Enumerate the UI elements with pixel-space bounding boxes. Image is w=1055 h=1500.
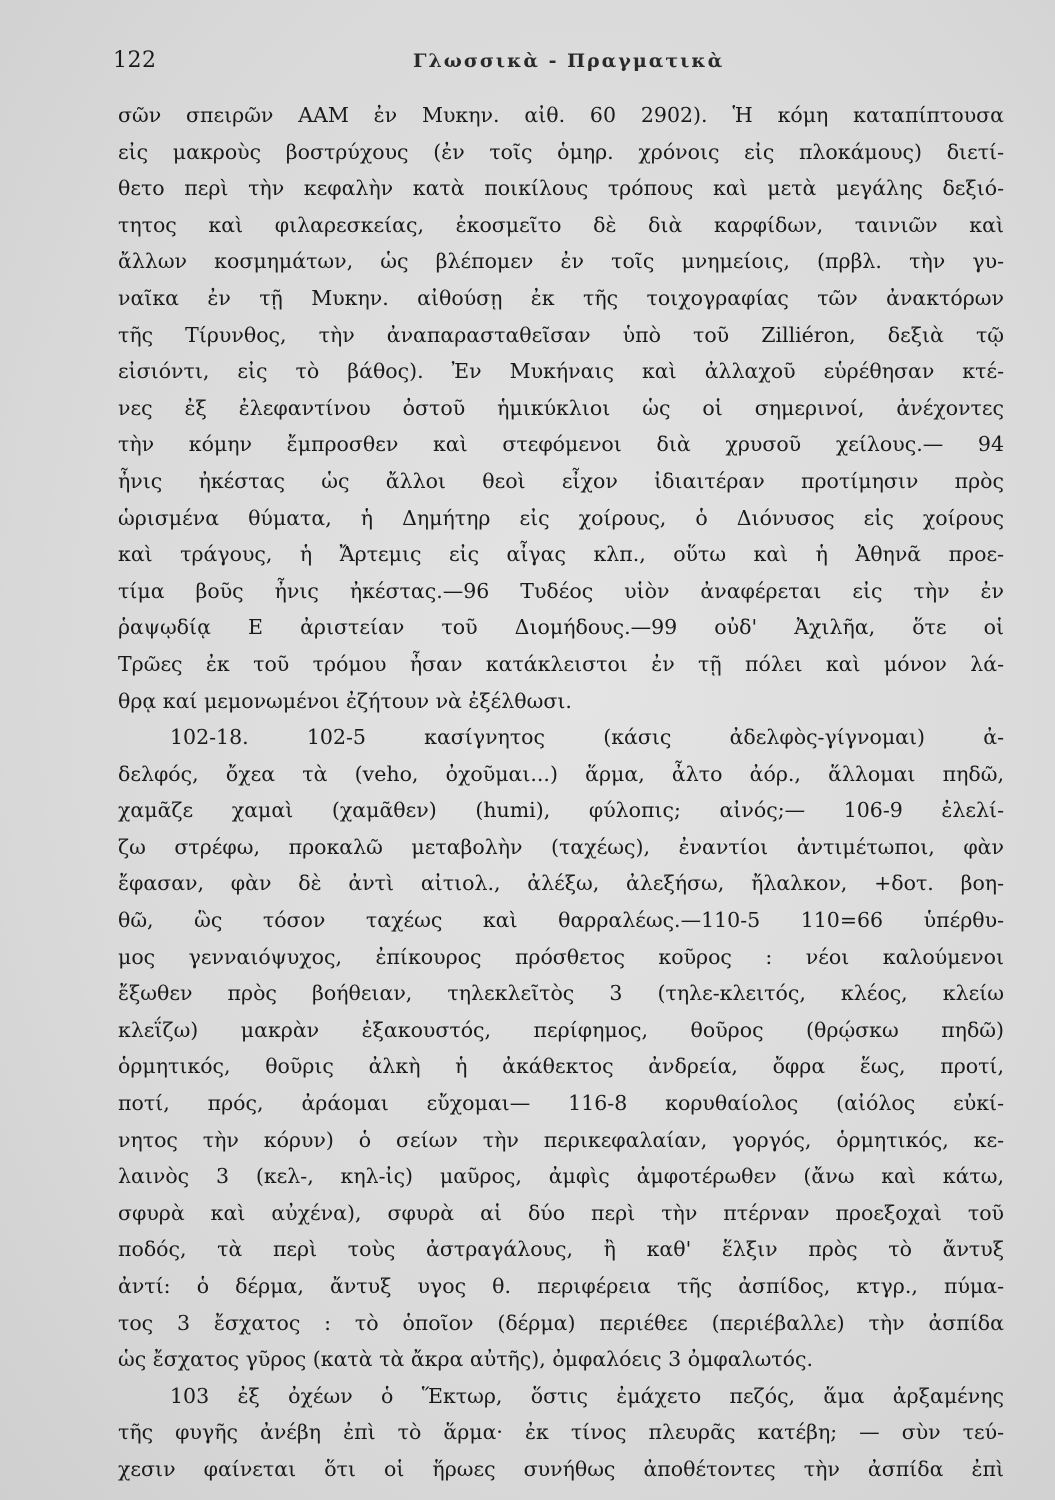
text-line: ὁρμητικός, θοῦρις ἀλκὴ ἡ ἀκάθεκτος ἀνδρεία, ὄφρα ἕως, προτί, [118, 1054, 1004, 1079]
text-line: θετο περὶ τὴν κεφαλὴν κατὰ ποικίλους τρόπους καὶ μετὰ μεγάλης δεξιό- [118, 176, 1004, 201]
text-line: χεσιν φαίνεται ὅτι οἱ ἥρωες συνήθως ἀποθέτοντες τὴν ἀσπίδα ἐπὶ [118, 1456, 1004, 1481]
text-line: ποδός, τὰ περὶ τοὺς ἀστραγάλους, ἢ καθ' ἕλξιν πρὸς τὸ ἄντυξ [118, 1237, 1004, 1262]
text-line: ἀντί: ὁ δέρμα, ἄντυξ υγος θ. περιφέρεια τῆς ἀσπίδος, κτγρ., πύμα- [118, 1274, 1004, 1298]
text-line: λαινὸς 3 (κελ-, κηλ-ἰς) μαῦρος, ἀμφὶς ἀμφοτέρωθεν (ἄνω καὶ κάτω, [118, 1164, 1004, 1189]
commentary-text [118, 97, 1004, 1488]
text-line: εἰς μακροὺς βοστρύχους (ἐν τοῖς ὁμηρ. χρόνοις εἰς πλοκάμους) διετί- [118, 139, 1004, 164]
text-line: θρᾳ καί μεμονωμένοι ἐζήτουν νὰ ἐξέλθωσι. [118, 688, 572, 713]
text-line: ὡρισμένα θύματα, ἡ Δημήτηρ εἰς χοίρους, ὁ Διόνυσος εἰς χοίρους [118, 505, 1004, 530]
text-line: ῥαψῳδίᾳ Ε ἀριστείαν τοῦ Διομήδους.—99 οὐδ' Ἀχιλῆα, ὅτε οἱ [118, 615, 1004, 640]
text-line: τὴν κόμην ἔμπροσθεν καὶ στεφόμενοι διὰ χρυσοῦ χείλους.— 94 [118, 432, 1004, 457]
text-line: 103 ἐξ ὀχέων ὁ Ἕκτωρ, ὅστις ἐμάχετο πεζός, ἅμα ἀρξαμένης [170, 1383, 1004, 1408]
text-line: ναῖκα ἐν τῇ Μυκην. αἰθούσῃ ἐκ τῆς τοιχογραφίας τῶν ἀνακτόρων [118, 285, 1004, 310]
text-line: ἔξωθεν πρὸς βοήθειαν, τηλεκλεῖτὸς 3 (τηλε-κλειτός, κλέος, κλείω [118, 981, 1004, 1006]
text-line: νες ἐξ ἐλεφαντίνου ὀστοῦ ἡμικύκλιοι ὡς οἱ σημερινοί, ἀνέχοντες [118, 395, 1004, 420]
text-line: σῶν σπειρῶν AAM ἐν Μυκην. αἰθ. 60 2902). Ἡ κόμη καταπίπτουσα [118, 103, 1004, 127]
text-line: ἔφασαν, φὰν δὲ ἀντὶ αἰτιολ., ἀλέξω, ἀλεξήσω, ἤλαλκον, +δοτ. βοη- [118, 871, 1004, 896]
text-line: ἄλλων κοσμημάτων, ὡς βλέπομεν ἐν τοῖς μνημείοις, (πρβλ. τὴν γυ- [118, 249, 1004, 274]
text-line: δελφός, ὄχεα τὰ (veho, ὀχοῦμαι...) ἅρμα, ἆλτο ἀόρ., ἅλλομαι πηδῶ, [118, 761, 1004, 786]
page-number: 122 [113, 48, 157, 73]
text-line: καὶ τράγους, ἡ Ἄρτεμις εἰς αἶγας κλπ., οὕτω καὶ ἡ Ἀθηνᾶ προε- [118, 542, 1004, 567]
text-line: κλεΐζω) μακρὰν ἐξακουστός, περίφημος, θοῦρος (θρῴσκω πηδῶ) [118, 1017, 1004, 1042]
section-heading-line: 102-18. 102-5 κασίγνητος (κάσις ἀδελφὸς-γίγνομαι) ἀ- [170, 725, 1004, 750]
text-line: τος 3 ἔσχατος : τὸ ὁποῖον (δέρμα) περιέθεε (περιέβαλλε) τὴν ἀσπίδα [118, 1310, 1004, 1335]
text-line: τῆς Τίρυνθος, τὴν ἀναπαρασταθεῖσαν ὑπὸ τοῦ Zilliéron, δεξιὰ τῷ [118, 322, 1004, 347]
text-line: εἰσιόντι, εἰς τὸ βάθος). Ἐν Μυκήναις καὶ ἀλλαχοῦ εὑρέθησαν κτέ- [118, 359, 1004, 384]
page-header [113, 44, 1003, 78]
text-line: ἦνις ἠκέστας ὡς ἄλλοι θεοὶ εἶχον ἰδιαιτέραν προτίμησιν πρὸς [118, 468, 1004, 493]
text-line: χαμᾶζε χαμαὶ (χαμᾶθεν) (humi), φύλοπις; αἰνός;— 106-9 ἐλελί- [118, 798, 1004, 823]
running-title: Γλωσσικὰ - Πραγματικὰ [413, 50, 725, 72]
text-line: ζω στρέφω, προκαλῶ μεταβολὴν (ταχέως), ἐναντίοι ἀντιμέτωποι, φὰν [118, 834, 1004, 859]
text-line: ποτί, πρός, ἀράομαι εὔχομαι— 116-8 κορυθαίολος (αἰόλος εὐκί- [118, 1091, 1004, 1116]
text-line: σφυρὰ καὶ αὐχένα), σφυρὰ αἱ δύο περὶ τὴν πτέρναν προεξοχαὶ τοῦ [118, 1200, 1004, 1225]
text-line: ὡς ἔσχατος γῦρος (κατὰ τὰ ἄκρα αὐτῆς), ὀμφαλόεις 3 ὀμφαλωτός. [118, 1347, 813, 1372]
text-line: τητος καὶ φιλαρεσκείας, ἐκοσμεῖτο δὲ διὰ καρφίδων, ταινιῶν καὶ [118, 212, 1004, 237]
text-line: μος γενναιόψυχος, ἐπίκουρος πρόσθετος κοῦρος : νέοι καλούμενοι [118, 944, 1004, 969]
text-line: θῶ, ὣς τόσον ταχέως καὶ θαρραλέως.—110-5 110=66 ὑπέρθυ- [118, 908, 1004, 933]
text-line: Τρῶες ἐκ τοῦ τρόμου ἦσαν κατάκλειστοι ἐν τῇ πόλει καὶ μόνον λά- [118, 651, 1004, 676]
text-line: τῆς φυγῆς ἀνέβη ἐπὶ τὸ ἅρμα· ἐκ τίνος πλευρᾶς κατέβη; — σὺν τεύ- [118, 1420, 1004, 1445]
text-line: τίμα βοῦς ἦνις ἠκέστας.—96 Τυδέος υἱὸν ἀναφέρεται εἰς τὴν ἐν [118, 578, 1004, 603]
text-line: νητος τὴν κόρυν) ὁ σείων τὴν περικεφαλαίαν, γοργός, ὁρμητικός, κε- [118, 1127, 1004, 1152]
